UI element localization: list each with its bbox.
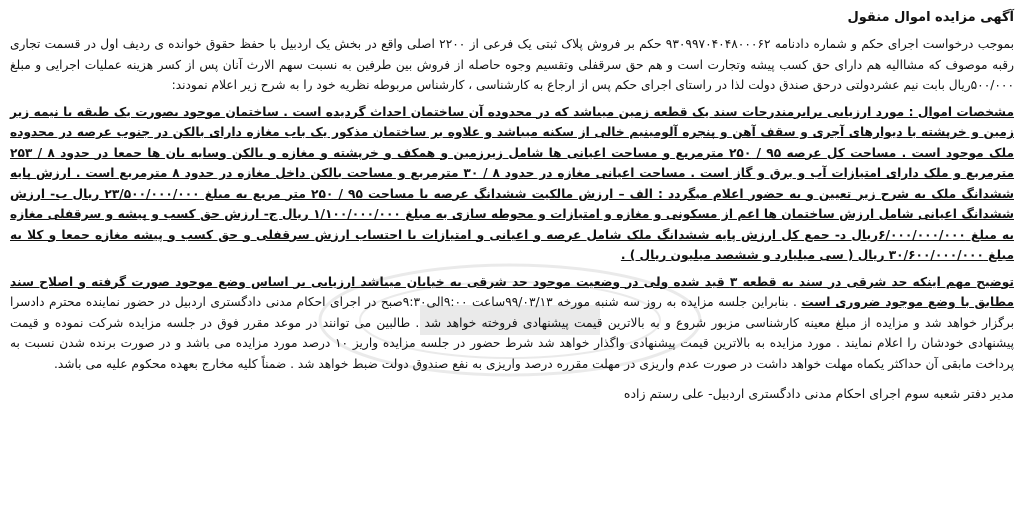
signature-line: مدیر دفتر شعبه سوم اجرای احکام مدنی دادگستری اردبیل- علی رستم زاده: [623, 386, 1014, 401]
notice-intro: بموجب درخواست اجرای حکم و شماره دادنامه ۹۳۰۹۹۷۰۴۰۴۸۰۰۰۶۲ حکم بر فروش پلاک ثبتی یک فرعی از ۲۲۰۰ اصلی واقع در بخش یک اردبیل با حفظ حقوق خوانده ی ردیف اول در قسمت تجاری رقبه موصوف که مشاالیه هم دارای حق کسب پیشه وتجارت است و هم حق سرقفلی وتقسیم وجوه حاصله از فروش بین طرفین به نسبت سهم الارث آنان پس از کسر هزینه عملیات اجرایی و مبلغ ۵۰۰/۰۰۰ریال بابت نیم عشردولتی درحق صندق دولت لذا در راستای اجرای حکم پس از ارجاع به کارشناسی ، کارشناس مربوطه نظریه خود را به شرح زیر اعلام نمودند:: [10, 37, 1014, 92]
auction-details: [10, 272, 1014, 375]
property-specifications: مشخصات اموال : مورد ارزیابی برابرمندرجات سند یک قطعه زمین میباشد که در محدوده آن ساختمان احداث گردیده است . ساختمان موجود بصورت یک طبقه با نیمه زیر زمین و خرپشته با دیوارهای آجری و سقف آهن و پنجره آلومینیم خالی از سکنه میباشد و علاوه بر ساختمان مذکور یک باب مغازه دارای بالکن در جنوب عرصه در محدوده ملک موجود است . مساحت کل عرصه ۹۵ / ۲۵۰ مترمربع و مساحت اعیانی ها شامل زیرزمین و همکف و خرپشته و مغازه و بالکن وسایه بان ها جمعا در حدود ۸ / ۲۵۳ مترمربع و ملک دارای امتیازات آب و برق و گاز است . مساحت اعیانی مغازه در حدود ۸ / ۳۰ مترمربع و مساحت بالکن داخل مغازه در حدود ۸ مترمربع است . ارزش پایه ششدانگ ملک به شرح زیر تعیین و به حضور اعلام میگردد : الف – ارزش مالکیت ششدانگ عرصه با مساحت ۹۵ / ۲۵۰ متر مربع به مبلغ ۲۳/۵۰۰/۰۰۰/۰۰۰ ریال ب- ارزش ششدانگ اعیانی شامل ارزش ساختمان ها اعم از مسکونی و مغازه و امتیازات و محوطه سازی به مبلغ ۱/۱۰۰/۰۰۰/۰۰۰ ریال ج- ارزش حق کسب و پیشه و سرقفلی مغازه به مبلغ ۶/۰۰۰/۰۰۰/۰۰۰ریال د- جمع کل ارزش پایه ششدانگ ملک شامل عرصه و اعیانی و امتیازات با احتساب ارزش سرقفلی و حق کسب و پیشه مغازه جمعا و کلا به مبلغ ۳۰/۶۰۰/۰۰۰/۰۰۰ ریال ( سی میلیارد و ششصد میلیون ریال ) .: [10, 104, 1015, 262]
important-note: توضیح مهم اینکه حد شرقی در سند به قطعه ۳ قید شده ولی در وضعیت موجود حد شرقی به خیابان میباشد ارزیابی بر اساس وضع موجود صورت گرفته و اصلاح سند مطابق با وضع موجود ضروری است: [10, 274, 1015, 309]
auction-terms: . بنابراین جلسه مزایده به روز سه شنبه مورخه ۹۹/۰۳/۱۳ساعت ۹:۰۰الی۹:۳۰صبح در اجرای احکام مدنی دادگستری اردبیل در حضور نماینده محترم دادسرا برگزار خواهد شد و مزایده از مبلغ معینه کارشناسی مزبور شروع و به بالاترین قیمت پیشنهادی فروخته خواهد شد . طالبین می توانند در موعد مقرر فوق در جلسه مزایده شرکت نموده و قیمت پیشنهادی خودشان را اعلام نمایند . مورد مزایده به بالاترین قیمت پیشنهادی واگذار خواهد شد شرط حضور در جلسه مزایده واریز ۱۰ درصد مورد مزایده می باشد و در صورت برنده شدن نسبت به پرداخت مابقی آن حداکثر یکماه مهلت خواهد داشت در صورت عدم واریزی در مهلت مقرره درصد واریزی به نفع صندوق دولت ضبط خواهد شد . ضمناً کلیه مخارج بعهده محکوم علیه می باشد.: [10, 295, 1014, 371]
notice-title: آگهی مزایده اموال منقول: [847, 10, 1014, 25]
